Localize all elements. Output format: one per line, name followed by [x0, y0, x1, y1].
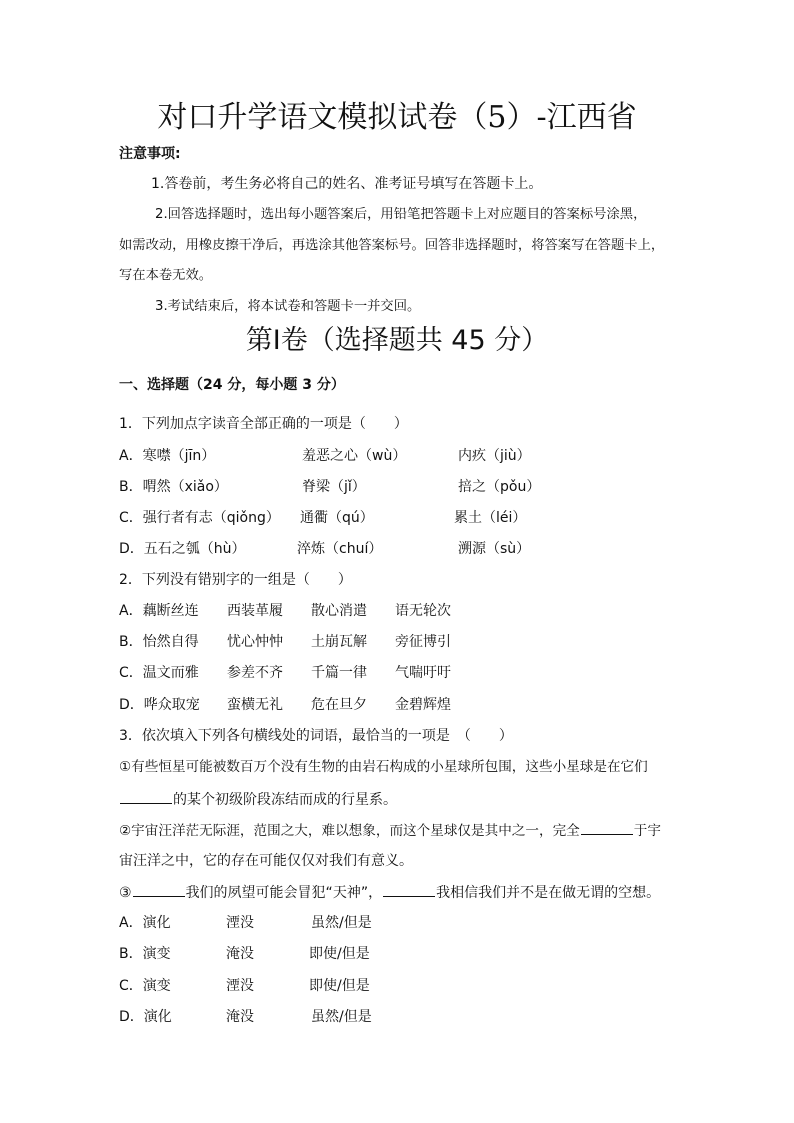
- q2-option-a-2: 西装革履: [227, 603, 283, 619]
- question-3-stem: 3．依次填入下列各句横线处的词语，最恰当的一项是 （ ）: [119, 728, 513, 744]
- q3-sentence-3: [119, 882, 660, 903]
- notice-item-2-line2: 如需改动，用橡皮擦干净后，再选涂其他答案标号。回答非选择题时，将答案写在答题卡上，: [119, 238, 665, 253]
- q2-option-b-1: B．怡然自得: [119, 634, 199, 650]
- q3-sentence-1-line2: [119, 789, 397, 810]
- q3-option-c-3: 即使/但是: [309, 978, 370, 994]
- q3-sentence-2-line2: 宙汪洋之中，它的存在可能仅仅对我们有意义。: [119, 853, 413, 869]
- q3-option-a-2: 湮没: [226, 915, 254, 931]
- q2-option-c-4: 气喘吁吁: [395, 665, 451, 681]
- q2-option-c-2: 参差不齐: [227, 665, 283, 681]
- answer-blank: [133, 882, 185, 897]
- q1-option-c-2: 通衢（qú）: [300, 510, 374, 526]
- q1-option-d-2: 淬炼（chuí）: [297, 541, 383, 557]
- section-title: 一、选择题（24 分，每小题 3 分）: [119, 377, 345, 393]
- notice-item-1: 1.答卷前，考生务必将自己的姓名、准考证号填写在答题卡上。: [151, 176, 543, 192]
- q2-option-d-1: D．哗众取宠: [119, 697, 200, 713]
- q2-option-a-4: 语无轮次: [395, 603, 451, 619]
- q3-sentence-2-head: ②宇宙汪洋茫无际涯，范围之大，难以想象，而这个星球仅是其中之一，完全: [119, 823, 580, 839]
- q1-option-b-2: 脊梁（jǐ）: [302, 479, 366, 495]
- q3-option-d-2: 淹没: [226, 1009, 254, 1025]
- q1-option-a-1: A．寒噤（jīn）: [119, 448, 216, 464]
- notice-item-2-line3: 写在本卷无效。: [119, 268, 213, 283]
- notice-item-3: 3.考试结束后，将本试卷和答题卡一并交回。: [155, 299, 421, 314]
- q3-option-b-1: B．演变: [119, 946, 171, 962]
- q1-option-d-1: D．五石之瓠（hù）: [119, 541, 246, 557]
- q2-option-d-2: 蛮横无礼: [227, 697, 283, 713]
- q3-option-c-1: C．演变: [119, 978, 171, 994]
- q2-option-a-3: 散心消遣: [311, 603, 367, 619]
- q3-sentence-3-mid: 我们的夙望可能会冒犯“天神”，: [185, 885, 383, 901]
- answer-blank: [581, 820, 633, 835]
- q1-option-c-3: 累土（léi）: [454, 510, 527, 526]
- notice-heading: 注意事项:: [119, 146, 181, 162]
- q3-option-c-2: 湮没: [226, 978, 254, 994]
- q3-sentence-3-tail: 我相信我们并不是在做无谓的空想。: [436, 885, 661, 901]
- volume-title: 第Ⅰ卷（选择题共 45 分）: [245, 325, 549, 356]
- q1-option-a-3: 内疚（jiù）: [458, 448, 531, 464]
- q3-option-b-3: 即使/但是: [309, 946, 370, 962]
- q3-sentence-1-line1: ①有些恒星可能被数百万个没有生物的由岩石构成的小星球所包围，这些小星球是在它们: [119, 759, 648, 775]
- q3-option-a-1: A．演化: [119, 915, 171, 931]
- q1-option-b-1: B．喟然（xiǎo）: [119, 479, 228, 495]
- question-2-stem: 2．下列没有错别字的一组是（ ）: [119, 572, 352, 588]
- q2-option-c-3: 千篇一律: [311, 665, 367, 681]
- q3-option-d-1: D．演化: [119, 1009, 172, 1025]
- q2-option-a-1: A．藕断丝连: [119, 603, 199, 619]
- q3-option-a-3: 虽然/但是: [311, 915, 372, 931]
- q1-option-c-1: C．强行者有志（qiǒng）: [119, 510, 280, 526]
- q1-option-d-3: 溯源（sù）: [458, 541, 531, 557]
- q3-sentence-2-line1: [119, 820, 661, 841]
- q2-option-d-3: 危在旦夕: [311, 697, 367, 713]
- q3-sentence-3-prefix: ③: [119, 885, 132, 901]
- q3-sentence-2-tail: 于宇: [633, 823, 661, 839]
- q2-option-b-4: 旁征博引: [395, 634, 451, 650]
- q1-option-a-2: 羞恶之心（wù）: [302, 448, 407, 464]
- q1-option-b-3: 掊之（pǒu）: [458, 479, 541, 495]
- answer-blank: [120, 789, 172, 804]
- q3-option-b-2: 淹没: [226, 946, 254, 962]
- q2-option-b-3: 土崩瓦解: [311, 634, 367, 650]
- notice-item-2-line1: 2.回答选择题时，选出每小题答案后，用铅笔把答题卡上对应题目的答案标号涂黑，: [155, 207, 647, 222]
- q3-sentence-1-tail: 的某个初级阶段冻结而成的行星系。: [173, 792, 397, 808]
- answer-blank: [383, 882, 435, 897]
- q2-option-d-4: 金碧辉煌: [395, 697, 451, 713]
- exam-title: 对口升学语文模拟试卷（5）-江西省: [157, 100, 637, 135]
- question-1-stem: 1．下列加点字读音全部正确的一项是（ ）: [119, 416, 408, 432]
- q3-option-d-3: 虽然/但是: [311, 1009, 372, 1025]
- q2-option-b-2: 忧心忡忡: [227, 634, 283, 650]
- q2-option-c-1: C．温文而雅: [119, 665, 199, 681]
